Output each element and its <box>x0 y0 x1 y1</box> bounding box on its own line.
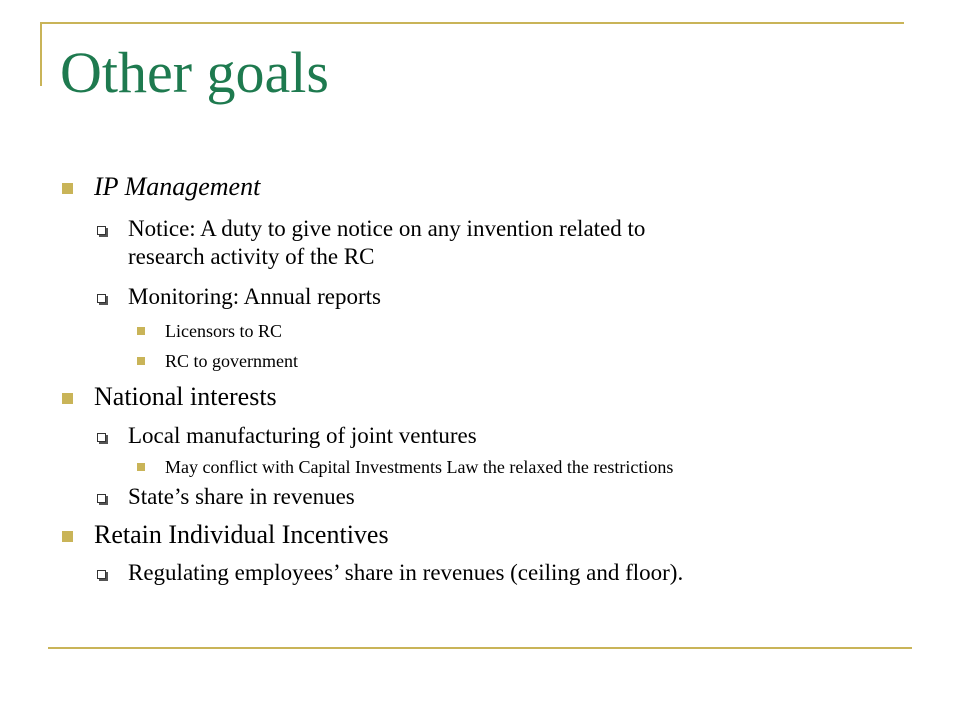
section-heading-retain-incentives: Retain Individual Incentives <box>94 520 389 549</box>
notice-item-line2: research activity of the RC <box>128 244 375 269</box>
regulating-employees-item: Regulating employees’ share in revenues (ceiling and floor). <box>128 560 684 585</box>
hollow-square-bullet-icon <box>97 494 106 503</box>
hollow-square-bullet-icon <box>97 433 106 442</box>
square-bullet-icon <box>62 531 73 542</box>
square-bullet-icon <box>62 183 73 194</box>
monitoring-item: Monitoring: Annual reports <box>128 284 381 309</box>
section-heading-ip-management: IP Management <box>94 172 261 201</box>
hollow-square-bullet-icon <box>97 294 106 303</box>
hollow-square-bullet-icon <box>97 226 106 235</box>
subitem-rc-government: RC to government <box>165 351 298 371</box>
local-manufacturing-item: Local manufacturing of joint ventures <box>128 423 477 448</box>
subitem-capital-investments: May conflict with Capital Investments Law the relaxed the restrictions <box>165 457 674 477</box>
hollow-square-bullet-icon <box>97 570 106 579</box>
square-bullet-icon <box>62 393 73 404</box>
square-bullet-icon <box>137 357 145 365</box>
frame-top-line <box>40 22 904 24</box>
square-bullet-icon <box>137 463 145 471</box>
subitem-licensors: Licensors to RC <box>165 321 282 341</box>
square-bullet-icon <box>137 327 145 335</box>
section-heading-national-interests: National interests <box>94 382 277 411</box>
slide-title: Other goals <box>60 40 329 105</box>
notice-item-line1: Notice: A duty to give notice on any invention related to <box>128 216 646 241</box>
frame-bottom-line <box>48 647 912 649</box>
frame-left-line <box>40 22 42 86</box>
state-share-item: State’s share in revenues <box>128 484 355 509</box>
